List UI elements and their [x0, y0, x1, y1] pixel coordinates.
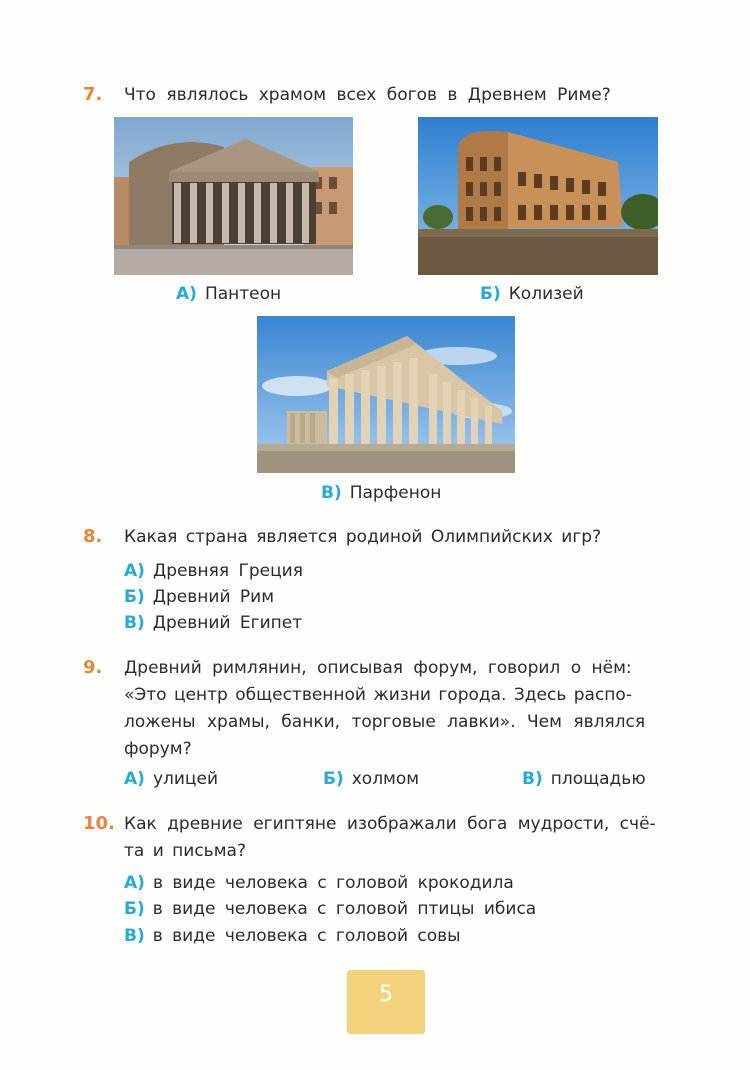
question-9-option-a [124, 769, 218, 789]
question-8-option-a [124, 561, 303, 581]
question-8-option-b [124, 587, 274, 607]
option-text: в виде человека с головой крокодила [152, 873, 514, 893]
option-letter: Б) [124, 899, 145, 919]
question-9-number: 9. [83, 657, 103, 678]
pantheon-caption [176, 284, 281, 304]
question-8-number: 8. [83, 526, 103, 547]
pantheon-photo [114, 117, 353, 275]
question-9-line: «Это центр общественной жизни города. Здесь распо- [124, 685, 632, 705]
option-text: площадью [550, 769, 646, 789]
option-letter: В) [124, 926, 145, 946]
question-10-number: 10. [83, 813, 115, 834]
option-letter: В) [124, 613, 145, 633]
question-9-line: форум? [124, 739, 192, 759]
page-number: 5 [379, 982, 393, 1007]
option-text: Древняя Греция [152, 561, 303, 581]
option-text: в виде человека с головой совы [152, 926, 461, 946]
option-letter: А) [124, 561, 145, 581]
question-9-option-c [522, 769, 646, 789]
option-letter: А) [124, 769, 145, 789]
option-text: Древний Египет [152, 613, 303, 633]
colosseum-photo [418, 117, 658, 275]
option-letter: А) [176, 284, 197, 304]
option-label: Парфенон [349, 483, 442, 503]
option-text: Древний Рим [152, 587, 275, 607]
page-number-box [347, 970, 425, 1034]
option-letter: Б) [323, 769, 344, 789]
option-text: в виде человека с головой птицы ибиса [152, 899, 537, 919]
option-label: Колизей [508, 284, 584, 304]
option-label: Пантеон [204, 284, 282, 304]
colosseum-caption [480, 284, 584, 304]
question-8-text: Какая страна является родиной Олимпийских игр? [124, 527, 602, 547]
question-7-text: Что являлось храмом всех богов в Древнем Риме? [124, 85, 611, 105]
question-10-option-b [124, 899, 536, 919]
question-9-option-b [323, 769, 419, 789]
question-10-text [124, 811, 694, 865]
question-10-line: та и письма? [124, 841, 246, 861]
option-letter: В) [321, 483, 342, 503]
option-letter: Б) [480, 284, 501, 304]
question-9-text [124, 655, 694, 763]
question-10-option-a [124, 873, 514, 893]
option-text: улицей [152, 769, 218, 789]
option-letter: Б) [124, 587, 145, 607]
parthenon-caption [321, 483, 441, 503]
option-letter: В) [522, 769, 543, 789]
question-8-option-c [124, 613, 302, 633]
option-text: холмом [351, 769, 420, 789]
option-letter: А) [124, 873, 145, 893]
question-7-number: 7. [83, 84, 103, 105]
question-10-option-c [124, 926, 461, 946]
question-9-line: Древний римлянин, описывая форум, говорил о нём: [124, 658, 632, 678]
parthenon-photo [257, 316, 515, 473]
question-9-line: ложены храмы, банки, торговые лавки». Чем являлся [124, 712, 646, 732]
question-10-line: Как древние египтяне изображали бога мудрости, счё- [124, 814, 656, 834]
